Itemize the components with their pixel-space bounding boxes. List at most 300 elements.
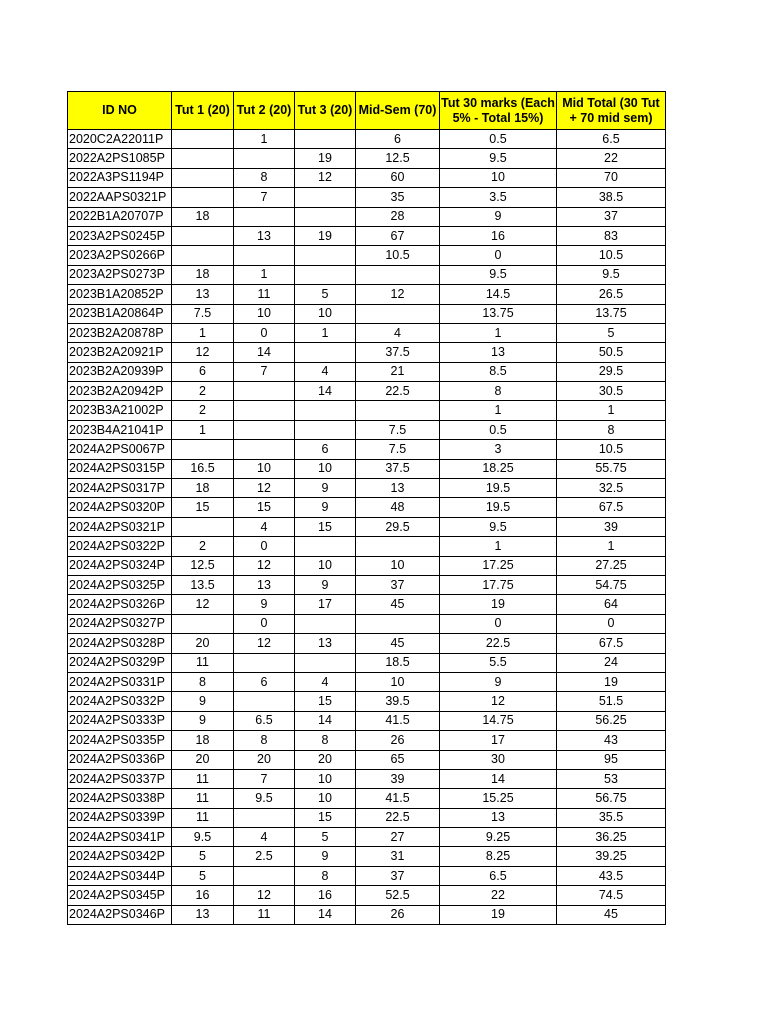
cell-midsem: 37 <box>356 575 440 594</box>
cell-tut1: 8 <box>172 672 234 691</box>
header-id-no: ID NO <box>68 92 172 130</box>
cell-id-no: 2024A2PS0333P <box>68 711 172 730</box>
cell-midsem: 65 <box>356 750 440 769</box>
cell-tut1: 13.5 <box>172 575 234 594</box>
cell-midsem: 4 <box>356 323 440 342</box>
cell-tut1: 9 <box>172 692 234 711</box>
cell-tut3: 8 <box>295 866 356 885</box>
table-row <box>68 343 666 362</box>
cell-midsem <box>356 401 440 420</box>
cell-id-no: 2024A2PS0335P <box>68 731 172 750</box>
table-row <box>68 692 666 711</box>
cell-tut1 <box>172 246 234 265</box>
cell-tut2: 9.5 <box>234 789 295 808</box>
cell-tut30: 9.5 <box>440 265 557 284</box>
cell-tut30: 19.5 <box>440 479 557 498</box>
cell-midsem: 45 <box>356 634 440 653</box>
cell-mid-total: 38.5 <box>557 188 666 207</box>
cell-tut1: 2 <box>172 382 234 401</box>
cell-id-no: 2024A2PS0344P <box>68 866 172 885</box>
cell-id-no: 2024A2PS0327P <box>68 614 172 633</box>
cell-tut3: 13 <box>295 634 356 653</box>
cell-mid-total: 27.25 <box>557 556 666 575</box>
cell-tut3: 5 <box>295 828 356 847</box>
cell-tut30: 0 <box>440 246 557 265</box>
cell-tut1: 9 <box>172 711 234 730</box>
cell-tut30: 19.5 <box>440 498 557 517</box>
table-row <box>68 479 666 498</box>
cell-midsem: 45 <box>356 595 440 614</box>
cell-mid-total: 0 <box>557 614 666 633</box>
table-row <box>68 265 666 284</box>
cell-id-no: 2024A2PS0325P <box>68 575 172 594</box>
cell-tut2: 6.5 <box>234 711 295 730</box>
cell-tut30: 3 <box>440 440 557 459</box>
cell-tut30: 5.5 <box>440 653 557 672</box>
cell-midsem: 60 <box>356 168 440 187</box>
cell-id-no: 2023A2PS0266P <box>68 246 172 265</box>
cell-tut1: 11 <box>172 808 234 827</box>
cell-tut3: 9 <box>295 575 356 594</box>
table-row <box>68 556 666 575</box>
cell-tut30: 0.5 <box>440 420 557 439</box>
table-row <box>68 847 666 866</box>
cell-tut3: 17 <box>295 595 356 614</box>
cell-id-no: 2024A2PS0067P <box>68 440 172 459</box>
cell-tut2 <box>234 401 295 420</box>
cell-tut3 <box>295 401 356 420</box>
cell-mid-total: 64 <box>557 595 666 614</box>
cell-mid-total: 55.75 <box>557 459 666 478</box>
cell-tut3: 9 <box>295 479 356 498</box>
cell-tut3: 1 <box>295 323 356 342</box>
cell-tut2: 20 <box>234 750 295 769</box>
cell-tut2: 11 <box>234 905 295 924</box>
cell-tut30: 30 <box>440 750 557 769</box>
cell-tut30: 6.5 <box>440 866 557 885</box>
cell-id-no: 2024A2PS0331P <box>68 672 172 691</box>
cell-mid-total: 83 <box>557 226 666 245</box>
cell-tut30: 8.5 <box>440 362 557 381</box>
cell-tut2 <box>234 692 295 711</box>
cell-tut1 <box>172 188 234 207</box>
cell-tut1 <box>172 226 234 245</box>
cell-mid-total: 10.5 <box>557 440 666 459</box>
cell-midsem: 10 <box>356 672 440 691</box>
cell-tut3 <box>295 207 356 226</box>
cell-tut2: 1 <box>234 265 295 284</box>
cell-tut2: 6 <box>234 672 295 691</box>
cell-midsem: 6 <box>356 130 440 149</box>
cell-midsem: 10 <box>356 556 440 575</box>
cell-tut2: 11 <box>234 285 295 304</box>
table-row <box>68 207 666 226</box>
cell-tut3: 10 <box>295 789 356 808</box>
table-row <box>68 731 666 750</box>
cell-midsem: 41.5 <box>356 789 440 808</box>
table-row <box>68 575 666 594</box>
table-row <box>68 537 666 556</box>
cell-tut2: 10 <box>234 459 295 478</box>
table-row <box>68 789 666 808</box>
cell-id-no: 2023B1A20852P <box>68 285 172 304</box>
cell-tut2: 13 <box>234 575 295 594</box>
cell-tut1: 13 <box>172 905 234 924</box>
cell-tut2: 0 <box>234 537 295 556</box>
cell-midsem: 21 <box>356 362 440 381</box>
cell-tut1: 1 <box>172 323 234 342</box>
cell-tut2: 8 <box>234 731 295 750</box>
cell-id-no: 2024A2PS0341P <box>68 828 172 847</box>
cell-tut3: 19 <box>295 149 356 168</box>
cell-tut30: 0 <box>440 614 557 633</box>
cell-id-no: 2024A2PS0324P <box>68 556 172 575</box>
cell-id-no: 2024A2PS0338P <box>68 789 172 808</box>
cell-tut2 <box>234 382 295 401</box>
cell-mid-total: 32.5 <box>557 479 666 498</box>
cell-id-no: 2023B4A21041P <box>68 420 172 439</box>
cell-midsem: 10.5 <box>356 246 440 265</box>
cell-mid-total: 6.5 <box>557 130 666 149</box>
cell-tut30: 17.25 <box>440 556 557 575</box>
table-row <box>68 769 666 788</box>
cell-tut30: 15.25 <box>440 789 557 808</box>
cell-tut1: 12 <box>172 595 234 614</box>
table-row <box>68 168 666 187</box>
cell-mid-total: 67.5 <box>557 634 666 653</box>
table-row <box>68 653 666 672</box>
cell-tut1: 6 <box>172 362 234 381</box>
cell-mid-total: 24 <box>557 653 666 672</box>
cell-tut3 <box>295 420 356 439</box>
cell-tut2: 13 <box>234 226 295 245</box>
cell-tut30: 9.5 <box>440 149 557 168</box>
cell-tut1: 16.5 <box>172 459 234 478</box>
cell-id-no: 2022AAPS0321P <box>68 188 172 207</box>
cell-tut2 <box>234 440 295 459</box>
cell-mid-total: 43 <box>557 731 666 750</box>
cell-tut1: 16 <box>172 886 234 905</box>
cell-tut1: 18 <box>172 207 234 226</box>
cell-midsem: 12 <box>356 285 440 304</box>
cell-id-no: 2024A2PS0315P <box>68 459 172 478</box>
cell-tut1: 20 <box>172 750 234 769</box>
cell-tut1: 11 <box>172 789 234 808</box>
table-row <box>68 362 666 381</box>
cell-tut3: 15 <box>295 808 356 827</box>
cell-midsem: 22.5 <box>356 808 440 827</box>
cell-tut3 <box>295 343 356 362</box>
cell-tut1: 9.5 <box>172 828 234 847</box>
cell-id-no: 2024A2PS0345P <box>68 886 172 905</box>
cell-tut30: 13.75 <box>440 304 557 323</box>
cell-mid-total: 8 <box>557 420 666 439</box>
cell-tut3 <box>295 188 356 207</box>
cell-id-no: 2024A2PS0339P <box>68 808 172 827</box>
header-tut1: Tut 1 (20) <box>172 92 234 130</box>
cell-midsem: 27 <box>356 828 440 847</box>
cell-id-no: 2023B2A20921P <box>68 343 172 362</box>
table-row <box>68 188 666 207</box>
cell-tut1: 12 <box>172 343 234 362</box>
cell-tut1 <box>172 614 234 633</box>
cell-id-no: 2020C2A22011P <box>68 130 172 149</box>
cell-tut1: 11 <box>172 769 234 788</box>
cell-tut30: 14.75 <box>440 711 557 730</box>
cell-tut3 <box>295 246 356 265</box>
cell-tut30: 3.5 <box>440 188 557 207</box>
cell-mid-total: 26.5 <box>557 285 666 304</box>
cell-mid-total: 67.5 <box>557 498 666 517</box>
cell-mid-total: 51.5 <box>557 692 666 711</box>
cell-tut3: 4 <box>295 672 356 691</box>
cell-mid-total: 50.5 <box>557 343 666 362</box>
table-row <box>68 905 666 924</box>
table-row <box>68 672 666 691</box>
marks-table <box>67 91 666 925</box>
cell-tut1: 1 <box>172 420 234 439</box>
cell-tut3 <box>295 130 356 149</box>
cell-id-no: 2024A2PS0346P <box>68 905 172 924</box>
cell-tut3 <box>295 265 356 284</box>
cell-tut3: 4 <box>295 362 356 381</box>
cell-tut1: 2 <box>172 401 234 420</box>
cell-tut1: 5 <box>172 866 234 885</box>
cell-midsem: 67 <box>356 226 440 245</box>
cell-tut1: 18 <box>172 479 234 498</box>
cell-tut3: 12 <box>295 168 356 187</box>
cell-midsem: 37 <box>356 866 440 885</box>
cell-tut2: 12 <box>234 634 295 653</box>
cell-id-no: 2024A2PS0320P <box>68 498 172 517</box>
cell-tut30: 16 <box>440 226 557 245</box>
cell-tut2: 7 <box>234 769 295 788</box>
cell-tut2 <box>234 207 295 226</box>
cell-tut30: 8 <box>440 382 557 401</box>
cell-midsem: 7.5 <box>356 420 440 439</box>
cell-tut1: 11 <box>172 653 234 672</box>
cell-tut30: 12 <box>440 692 557 711</box>
cell-tut30: 14 <box>440 769 557 788</box>
table-row <box>68 886 666 905</box>
cell-mid-total: 5 <box>557 323 666 342</box>
cell-midsem: 31 <box>356 847 440 866</box>
cell-id-no: 2024A2PS0342P <box>68 847 172 866</box>
cell-tut30: 19 <box>440 905 557 924</box>
cell-tut1 <box>172 517 234 536</box>
cell-midsem: 7.5 <box>356 440 440 459</box>
cell-tut30: 22.5 <box>440 634 557 653</box>
cell-mid-total: 95 <box>557 750 666 769</box>
table-row <box>68 614 666 633</box>
cell-tut2: 9 <box>234 595 295 614</box>
cell-tut1: 15 <box>172 498 234 517</box>
cell-tut2 <box>234 866 295 885</box>
cell-tut1: 20 <box>172 634 234 653</box>
cell-tut1 <box>172 130 234 149</box>
cell-tut30: 17.75 <box>440 575 557 594</box>
table-row <box>68 498 666 517</box>
cell-midsem: 37.5 <box>356 459 440 478</box>
cell-midsem: 28 <box>356 207 440 226</box>
cell-mid-total: 35.5 <box>557 808 666 827</box>
cell-id-no: 2024A2PS0329P <box>68 653 172 672</box>
cell-mid-total: 9.5 <box>557 265 666 284</box>
cell-mid-total: 1 <box>557 401 666 420</box>
table-header <box>68 92 666 130</box>
cell-midsem: 35 <box>356 188 440 207</box>
cell-tut3: 9 <box>295 847 356 866</box>
cell-id-no: 2024A2PS0321P <box>68 517 172 536</box>
table-row <box>68 440 666 459</box>
table-row <box>68 595 666 614</box>
header-mid-total: Mid Total (30 Tut + 70 mid sem) <box>557 92 666 130</box>
cell-id-no: 2023B2A20878P <box>68 323 172 342</box>
cell-tut30: 14.5 <box>440 285 557 304</box>
cell-mid-total: 1 <box>557 537 666 556</box>
cell-mid-total: 19 <box>557 672 666 691</box>
table-body <box>68 130 666 925</box>
cell-tut1 <box>172 440 234 459</box>
cell-tut30: 13 <box>440 343 557 362</box>
cell-mid-total: 29.5 <box>557 362 666 381</box>
cell-tut30: 9.25 <box>440 828 557 847</box>
cell-tut30: 0.5 <box>440 130 557 149</box>
cell-midsem: 22.5 <box>356 382 440 401</box>
cell-id-no: 2024A2PS0326P <box>68 595 172 614</box>
cell-tut2: 4 <box>234 828 295 847</box>
cell-mid-total: 13.75 <box>557 304 666 323</box>
cell-mid-total: 53 <box>557 769 666 788</box>
cell-tut2 <box>234 420 295 439</box>
cell-id-no: 2022B1A20707P <box>68 207 172 226</box>
cell-midsem: 52.5 <box>356 886 440 905</box>
cell-midsem <box>356 614 440 633</box>
cell-mid-total: 39.25 <box>557 847 666 866</box>
cell-midsem: 37.5 <box>356 343 440 362</box>
cell-tut30: 19 <box>440 595 557 614</box>
cell-id-no: 2024A2PS0332P <box>68 692 172 711</box>
cell-midsem <box>356 265 440 284</box>
cell-tut2: 14 <box>234 343 295 362</box>
cell-tut30: 13 <box>440 808 557 827</box>
cell-tut2: 10 <box>234 304 295 323</box>
cell-tut1: 18 <box>172 731 234 750</box>
cell-tut30: 17 <box>440 731 557 750</box>
cell-tut3 <box>295 537 356 556</box>
header-midsem: Mid-Sem (70) <box>356 92 440 130</box>
cell-tut3: 19 <box>295 226 356 245</box>
table-row <box>68 750 666 769</box>
cell-tut1: 7.5 <box>172 304 234 323</box>
cell-id-no: 2023B3A21002P <box>68 401 172 420</box>
cell-tut3: 5 <box>295 285 356 304</box>
cell-mid-total: 45 <box>557 905 666 924</box>
cell-tut30: 22 <box>440 886 557 905</box>
cell-tut2 <box>234 653 295 672</box>
table-row <box>68 130 666 149</box>
table-row <box>68 226 666 245</box>
cell-id-no: 2024A2PS0317P <box>68 479 172 498</box>
cell-id-no: 2022A3PS1194P <box>68 168 172 187</box>
cell-mid-total: 22 <box>557 149 666 168</box>
cell-tut3 <box>295 653 356 672</box>
cell-tut2: 7 <box>234 362 295 381</box>
cell-tut3: 9 <box>295 498 356 517</box>
header-tut30: Tut 30 marks (Each 5% - Total 15%) <box>440 92 557 130</box>
cell-tut1: 13 <box>172 285 234 304</box>
cell-midsem: 39.5 <box>356 692 440 711</box>
cell-tut30: 9 <box>440 672 557 691</box>
cell-mid-total: 56.75 <box>557 789 666 808</box>
cell-id-no: 2024A2PS0322P <box>68 537 172 556</box>
cell-mid-total: 74.5 <box>557 886 666 905</box>
cell-tut30: 18.25 <box>440 459 557 478</box>
cell-id-no: 2023A2PS0273P <box>68 265 172 284</box>
cell-tut30: 9 <box>440 207 557 226</box>
table-row <box>68 382 666 401</box>
cell-tut3: 10 <box>295 769 356 788</box>
cell-tut30: 1 <box>440 323 557 342</box>
cell-midsem: 29.5 <box>356 517 440 536</box>
cell-tut1 <box>172 168 234 187</box>
cell-tut30: 10 <box>440 168 557 187</box>
cell-tut3: 14 <box>295 905 356 924</box>
cell-tut2: 4 <box>234 517 295 536</box>
header-tut3: Tut 3 (20) <box>295 92 356 130</box>
cell-tut1: 2 <box>172 537 234 556</box>
cell-tut30: 1 <box>440 401 557 420</box>
table-row <box>68 866 666 885</box>
cell-midsem: 26 <box>356 731 440 750</box>
cell-id-no: 2022A2PS1085P <box>68 149 172 168</box>
cell-midsem: 13 <box>356 479 440 498</box>
cell-mid-total: 54.75 <box>557 575 666 594</box>
cell-midsem: 48 <box>356 498 440 517</box>
cell-midsem: 41.5 <box>356 711 440 730</box>
cell-midsem: 39 <box>356 769 440 788</box>
cell-tut2: 7 <box>234 188 295 207</box>
cell-tut30: 9.5 <box>440 517 557 536</box>
cell-mid-total: 56.25 <box>557 711 666 730</box>
table-row <box>68 459 666 478</box>
table-row <box>68 517 666 536</box>
cell-tut30: 8.25 <box>440 847 557 866</box>
table-row <box>68 323 666 342</box>
cell-tut2: 12 <box>234 886 295 905</box>
cell-tut2: 12 <box>234 479 295 498</box>
cell-midsem: 26 <box>356 905 440 924</box>
cell-tut3 <box>295 614 356 633</box>
cell-tut3: 15 <box>295 692 356 711</box>
cell-tut2 <box>234 246 295 265</box>
cell-mid-total: 43.5 <box>557 866 666 885</box>
table-row <box>68 828 666 847</box>
cell-tut3: 6 <box>295 440 356 459</box>
table-row <box>68 808 666 827</box>
cell-tut1: 18 <box>172 265 234 284</box>
cell-tut30: 1 <box>440 537 557 556</box>
cell-id-no: 2023B1A20864P <box>68 304 172 323</box>
cell-tut2: 12 <box>234 556 295 575</box>
cell-tut2 <box>234 149 295 168</box>
cell-mid-total: 10.5 <box>557 246 666 265</box>
cell-tut2 <box>234 808 295 827</box>
cell-midsem: 18.5 <box>356 653 440 672</box>
cell-tut3: 14 <box>295 382 356 401</box>
cell-tut3: 10 <box>295 556 356 575</box>
cell-tut3: 10 <box>295 304 356 323</box>
